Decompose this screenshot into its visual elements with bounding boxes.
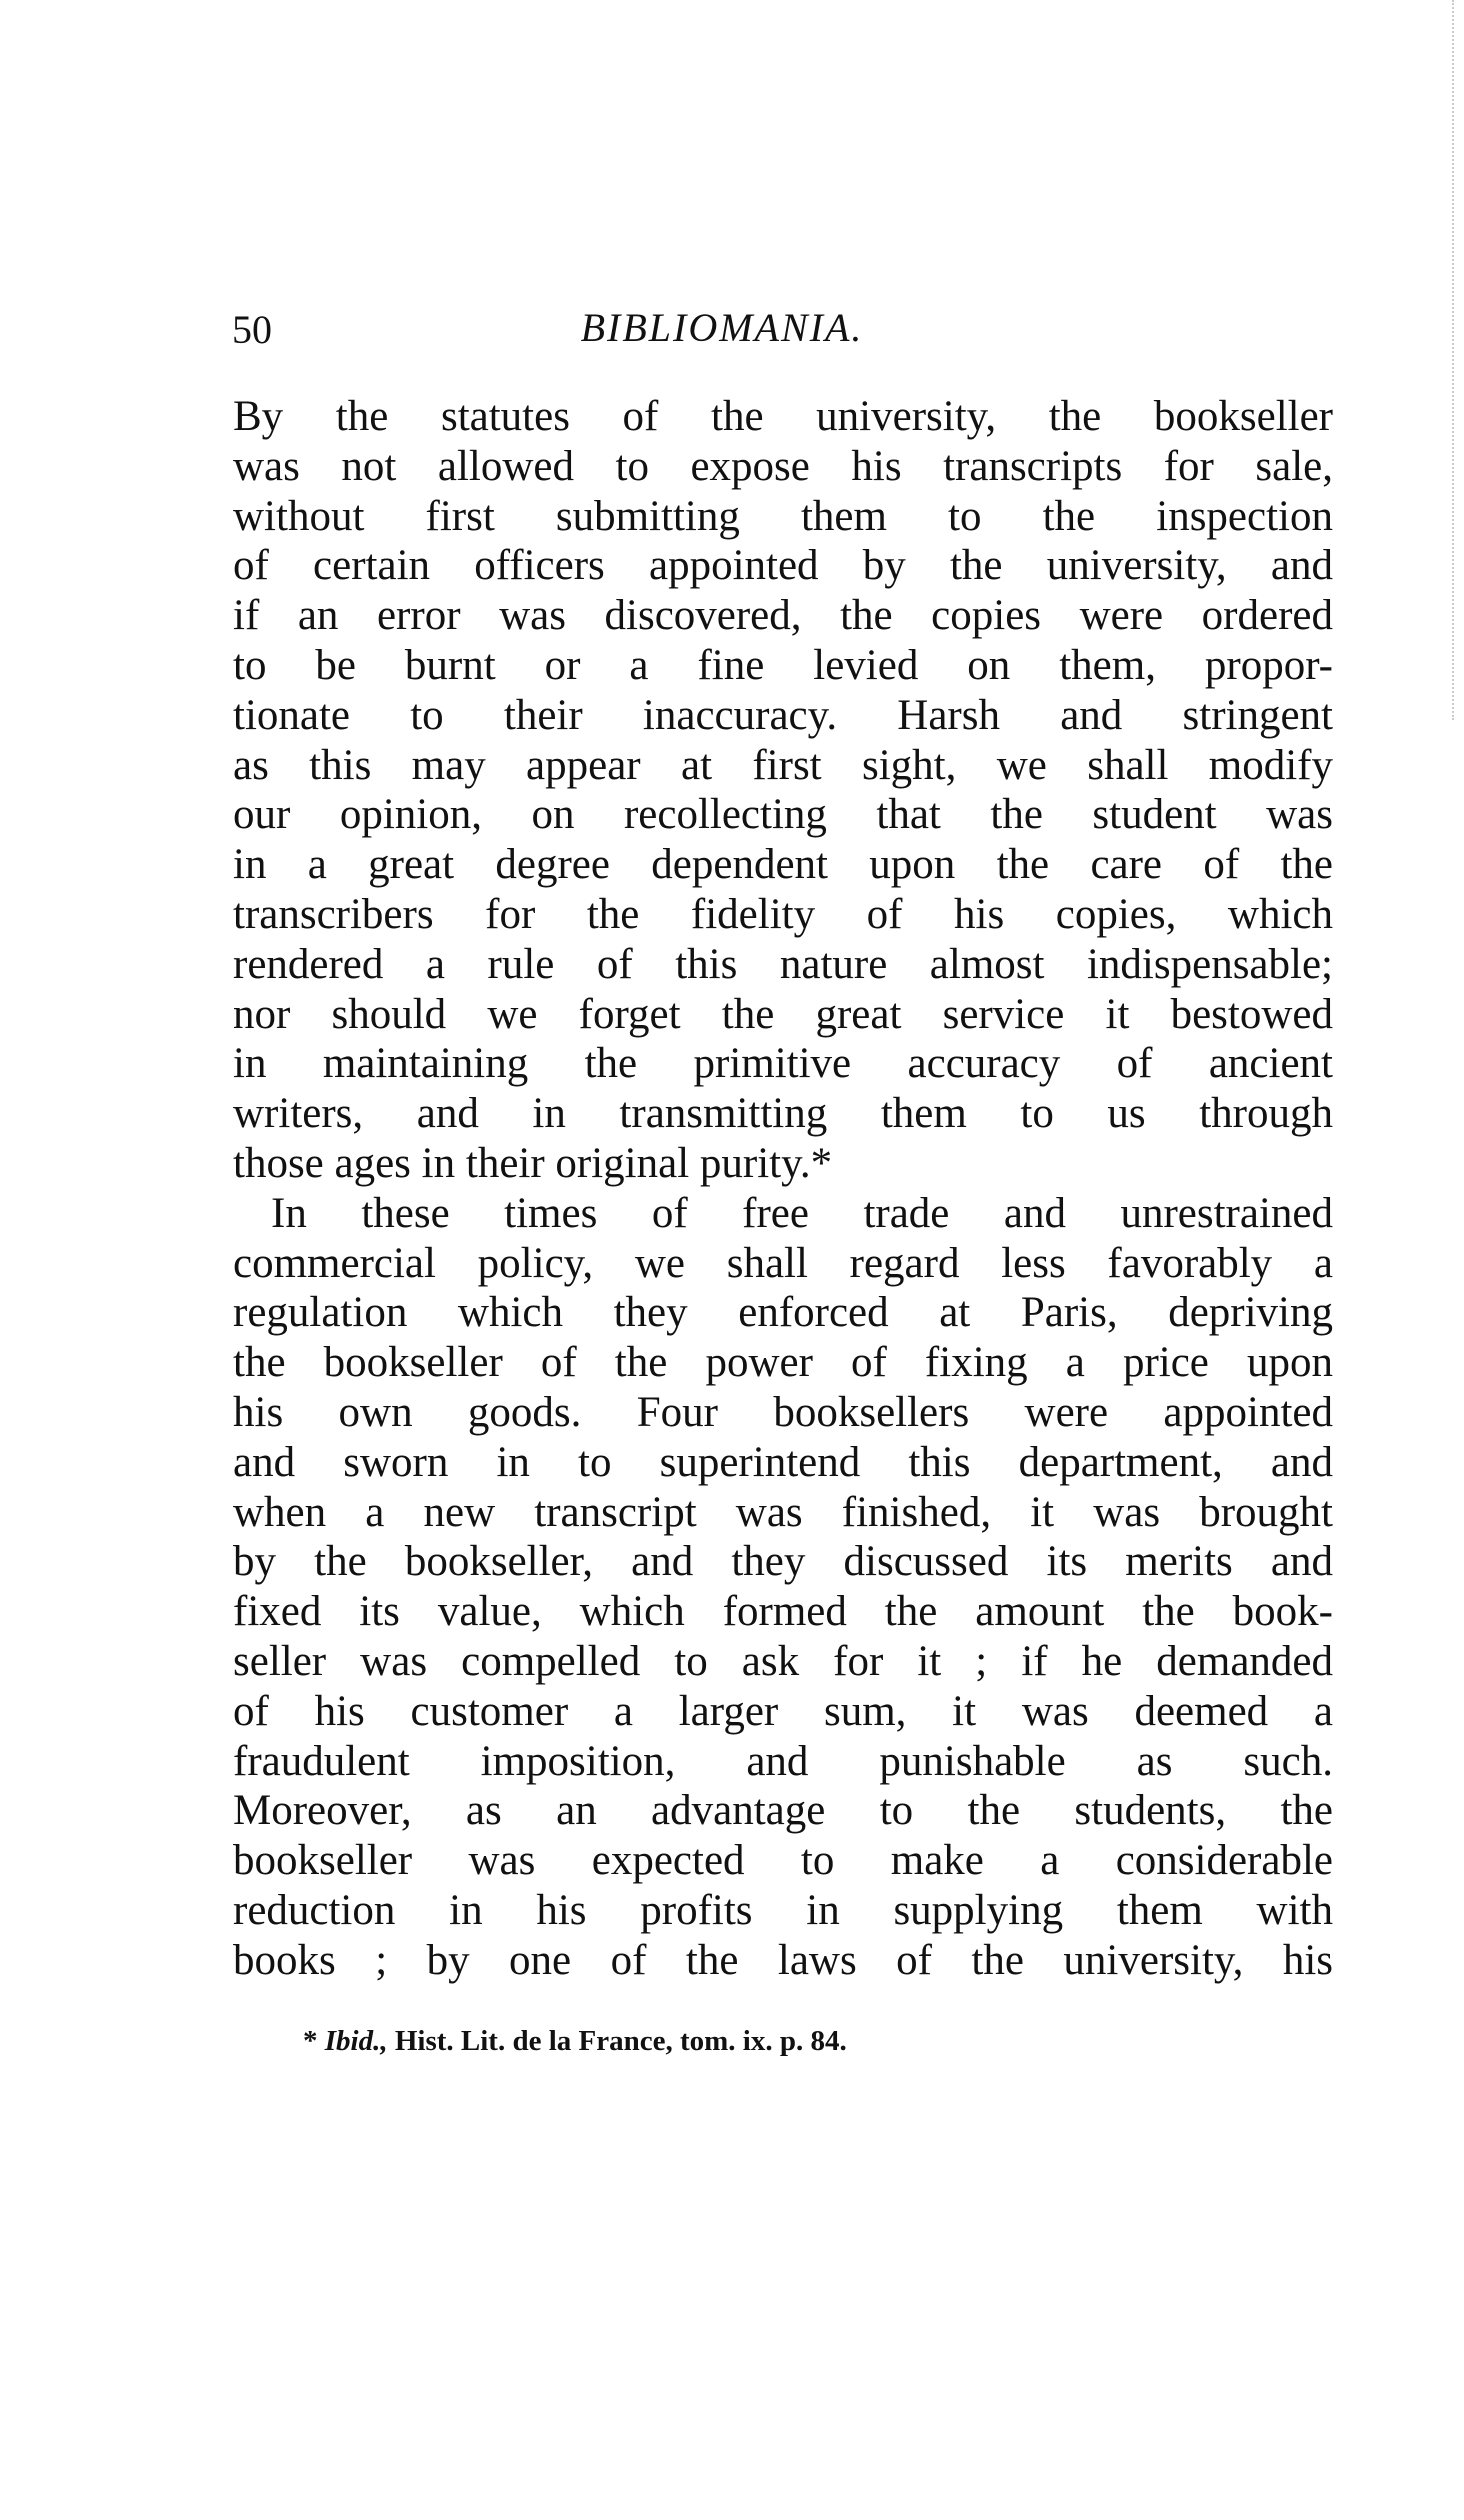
text-line: In these times of free trade and unrestrained xyxy=(271,1189,1333,1237)
footnote-marker: * xyxy=(303,2025,318,2057)
text-line: seller was compelled to ask for it ; if he demanded xyxy=(233,1637,1333,1685)
text-line: nor should we forget the great service it bestowed xyxy=(233,990,1333,1038)
text-line: transcribers for the fidelity of his copies, which xyxy=(233,890,1333,938)
text-line: our opinion, on recollecting that the student was xyxy=(233,791,1333,839)
footnote-text: Hist. Lit. de la France, tom. ix. p. 84. xyxy=(394,2025,847,2057)
body-text xyxy=(233,392,1333,1986)
text-line: in a great degree dependent upon the care of the xyxy=(233,841,1333,889)
text-line: books ; by one of the laws of the university, his xyxy=(233,1936,1333,1984)
text-line: when a new transcript was finished, it was brought xyxy=(233,1488,1333,1536)
text-line: By the statutes of the university, the bookseller xyxy=(233,393,1333,440)
text-line: by the bookseller, and they discussed its merits and xyxy=(233,1538,1333,1586)
text-line: as this may appear at first sight, we shall modify xyxy=(233,741,1333,789)
footnote-source: Ibid., xyxy=(324,2025,388,2057)
text-line: reduction in his profits in supplying them with xyxy=(233,1886,1333,1934)
text-line: writers, and in transmitting them to us through xyxy=(233,1090,1333,1138)
running-header xyxy=(232,300,1332,360)
running-title: BIBLIOMANIA. xyxy=(580,305,864,350)
text-line: bookseller was expected to make a considerable xyxy=(233,1837,1333,1885)
page-edge-marks xyxy=(1452,0,1454,720)
text-line: was not allowed to expose his transcripts for sale, xyxy=(233,442,1333,490)
text-line: of his customer a larger sum, it was deemed a xyxy=(233,1687,1333,1735)
text-line: Moreover, as an advantage to the students, the xyxy=(233,1787,1333,1835)
footnote xyxy=(303,2025,847,2058)
text-line: if an error was discovered, the copies were ordered xyxy=(233,592,1333,640)
text-line: fixed its value, which formed the amount the book- xyxy=(233,1588,1333,1636)
text-line: tionate to their inaccuracy. Harsh and stringent xyxy=(233,691,1333,739)
text-line: the bookseller of the power of fixing a price upon xyxy=(233,1339,1333,1387)
page-number: 50 xyxy=(232,307,272,352)
text-line: those ages in their original purity.* xyxy=(233,1139,833,1187)
text-line: without first submitting them to the inspection xyxy=(233,492,1333,540)
paragraph xyxy=(233,1189,1333,1986)
text-line: of certain officers appointed by the university, and xyxy=(233,542,1333,590)
text-line: fraudulent imposition, and punishable as such. xyxy=(233,1737,1333,1785)
text-line: regulation which they enforced at Paris, depriving xyxy=(233,1289,1333,1337)
text-line: commercial policy, we shall regard less favorably a xyxy=(233,1239,1333,1287)
text-line: in maintaining the primitive accuracy of ancient xyxy=(233,1040,1333,1088)
text-line: rendered a rule of this nature almost indispensable; xyxy=(233,940,1333,988)
text-line: and sworn in to superintend this department, and xyxy=(233,1438,1333,1486)
text-line: to be burnt or a fine levied on them, propor- xyxy=(233,641,1333,689)
text-line: his own goods. Four booksellers were appointed xyxy=(233,1388,1333,1436)
paragraph xyxy=(233,392,1333,1189)
